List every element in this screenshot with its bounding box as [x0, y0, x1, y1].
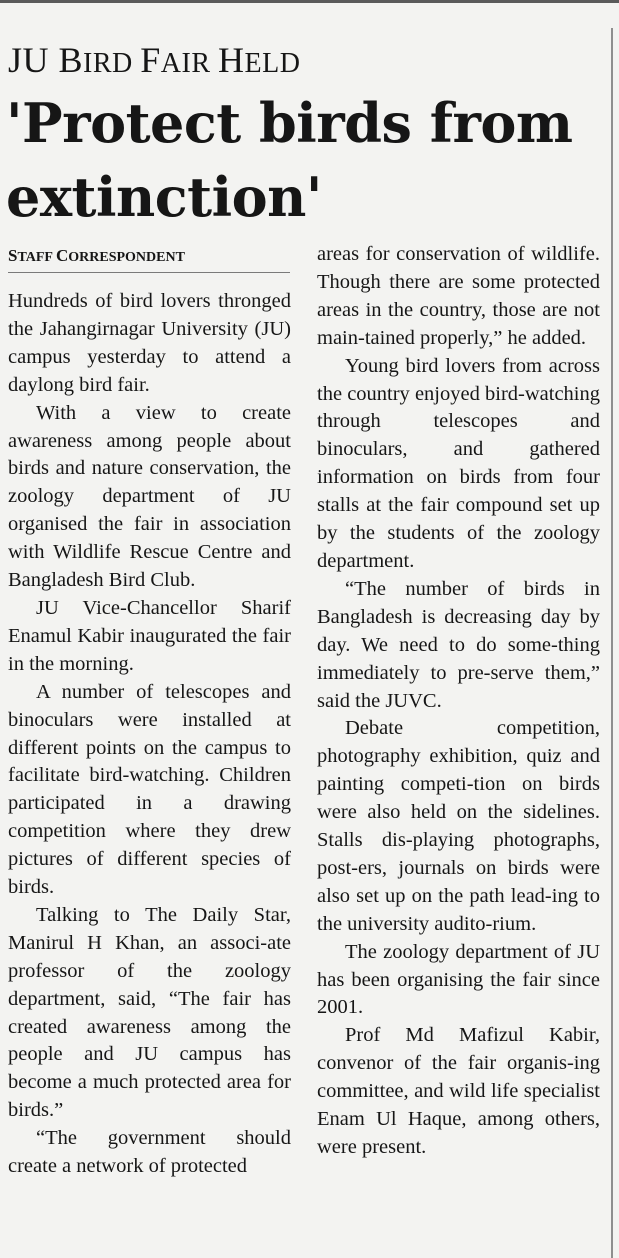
- paragraph: Debate competition, photography exhibition, quiz and painting competi-tion on birds were also held on the sidelines. Stalls dis-playing photographs, post-ers, journals on birds were also set up on the path lead-ing to the university audito-rium.: [317, 717, 600, 935]
- headline: 'Protect birds from extinction': [6, 91, 573, 229]
- right-column: [317, 241, 600, 1162]
- paragraph: JU Vice-Chancellor Sharif Enamul Kabir inaugurated the fair in the morning.: [8, 596, 291, 675]
- paragraph: The zoology department of JU has been organising the fair since 2001.: [317, 940, 600, 1019]
- paragraph: With a view to create awareness among people about birds and nature conservation, the zoology department of JU organised the fair in association with Wildlife Rescue Centre and Bangladesh Bird Club.: [8, 401, 291, 592]
- paragraph: Talking to The Daily Star, Manirul H Khan, an associ-ate professor of the zoology department, said, “The fair has created awareness among the people and JU campus has become a much protected area for birds.”: [8, 903, 291, 1122]
- paragraph: “The number of birds in Bangladesh is decreasing day by day. We need to do some-thing immediately to pre-serve them,” said the JUVC.: [317, 577, 600, 712]
- paragraph: “The government should create a network of protected: [8, 1127, 291, 1178]
- kicker: JU BIRD FAIR HELD: [8, 40, 301, 80]
- left-column: [8, 288, 291, 1181]
- top-rule: [0, 0, 619, 3]
- byline: STAFF CORRESPONDENT: [8, 246, 185, 265]
- paragraph: Young bird lovers from across the country enjoyed bird-watching through telescopes and binoculars, and gathered information on birds from four stalls at the fair compound set up by the students of the zoology department.: [317, 354, 600, 572]
- column-rule: [611, 28, 613, 1258]
- paragraph: Prof Md Mafizul Kabir, convenor of the fair organis-ing committee, and wild life specialist Enam Ul Haque, among others, were present.: [317, 1024, 600, 1158]
- byline-rule: [8, 272, 290, 273]
- paragraph: A number of telescopes and binoculars were installed at different points on the campus to facilitate bird-watching. Children participated in a drawing competition where they drew pictures of different species of birds.: [8, 680, 291, 899]
- paragraph: Hundreds of bird lovers thronged the Jahangirnagar University (JU) campus yesterday to attend a daylong bird fair.: [8, 290, 291, 396]
- paragraph: areas for conservation of wildlife. Though there are some protected areas in the country, those are not main-tained properly,” he added.: [317, 243, 600, 349]
